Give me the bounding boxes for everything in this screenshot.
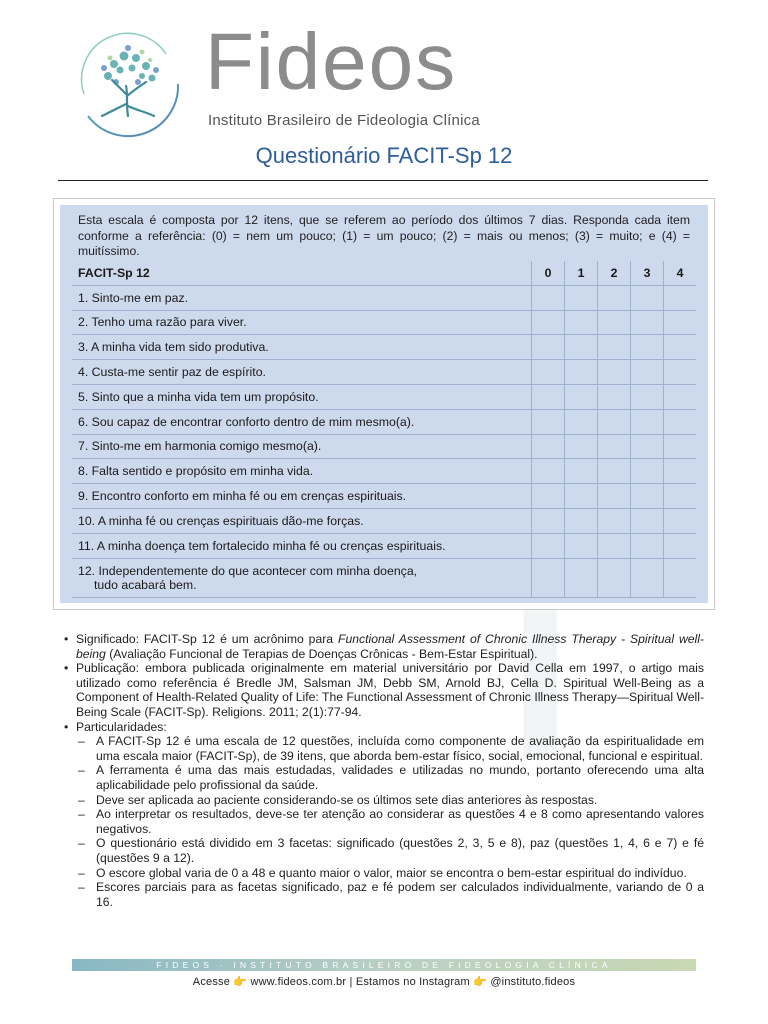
scale-header-2: 2 [598, 261, 631, 285]
item-7-text: 7. Sinto-me em harmonia comigo mesmo(a). [72, 434, 532, 459]
instagram-label: Estamos no Instagram [355, 976, 470, 988]
notes-section [64, 632, 704, 909]
answer-cell-8-3[interactable] [631, 459, 664, 484]
significado-translation: (Avaliação Funcional de Terapias de Doenças Crônicas - Bem-Estar Espiritual). [105, 646, 538, 661]
table-row-item-12 [72, 558, 696, 597]
header [0, 0, 768, 140]
title-divider [58, 180, 708, 181]
answer-cell-12-4[interactable] [664, 558, 697, 597]
item-11-text: 11. A minha doença tem fortalecido minha fé ou crenças espirituais. [72, 533, 532, 558]
table-row-item-8 [72, 459, 696, 484]
table-row-item-7 [72, 434, 696, 459]
answer-cell-1-3[interactable] [631, 285, 664, 310]
scale-header-0: 0 [532, 261, 565, 285]
answer-cell-5-1[interactable] [565, 384, 598, 409]
answer-cell-10-4[interactable] [664, 508, 697, 533]
answer-cell-11-4[interactable] [664, 533, 697, 558]
brand-name: Fideos [205, 17, 458, 106]
answer-cell-1-1[interactable] [565, 285, 598, 310]
item-2-text: 2. Tenho uma razão para viver. [72, 310, 532, 335]
answer-cell-11-3[interactable] [631, 533, 664, 558]
answer-cell-3-2[interactable] [598, 335, 631, 360]
answer-cell-9-3[interactable] [631, 484, 664, 509]
item-12-text [72, 558, 532, 597]
answer-cell-9-0[interactable] [532, 484, 565, 509]
pointing-hand-icon: 👉 [473, 976, 488, 988]
item-6-text: 6. Sou capaz de encontrar conforto dentro de mim mesmo(a). [72, 409, 532, 434]
answer-cell-12-1[interactable] [565, 558, 598, 597]
table-row-item-6 [72, 409, 696, 434]
bullet-particularidades: • Particularidades: [64, 719, 167, 734]
answer-cell-8-4[interactable] [664, 459, 697, 484]
pointing-hand-icon: 👉 [233, 976, 248, 988]
answer-cell-12-0[interactable] [532, 558, 565, 597]
scale-header-3: 3 [631, 261, 664, 285]
scale-header-4: 4 [664, 261, 697, 285]
brand-subtitle: Instituto Brasileiro de Fideologia Clínica [208, 112, 480, 129]
answer-cell-8-0[interactable] [532, 459, 565, 484]
answer-cell-7-1[interactable] [565, 434, 598, 459]
answer-cell-3-1[interactable] [565, 335, 598, 360]
answer-cell-7-2[interactable] [598, 434, 631, 459]
answer-cell-5-2[interactable] [598, 384, 631, 409]
table-row-item-2 [72, 310, 696, 335]
item-4-text: 4. Custa-me sentir paz de espírito. [72, 360, 532, 385]
answer-cell-6-0[interactable] [532, 409, 565, 434]
significado-acronym: Functional Assessment of Chronic Illness Therapy - Spiritual well-being [76, 632, 704, 661]
answer-cell-9-4[interactable] [664, 484, 697, 509]
intro-text: Esta escala é composta por 12 itens, que se referem ao período dos últimos 7 dias. Responda cada item conforme a referência: (0) = nem um pouco; (1) = um pouco; (2) = mais ou menos; (3) = muito; e (4) = muitíssimo. [78, 213, 690, 258]
answer-cell-2-0[interactable] [532, 310, 565, 335]
answer-cell-4-4[interactable] [664, 360, 697, 385]
table-row-item-11 [72, 533, 696, 558]
particularidade-text: Escores parciais para as facetas significado, paz e fé podem ser calculados individualmente, variando de 0 a 16. [96, 880, 704, 909]
answer-cell-4-0[interactable] [532, 360, 565, 385]
table-row-item-5 [72, 384, 696, 409]
footer-band: FIDEOS · INSTITUTO BRASILEIRO DE FIDEOLOGIA CLÍNICA [72, 959, 696, 971]
particularidade-text: A FACIT-Sp 12 é uma escala de 12 questões, incluída como componente de avaliação da espiritualidade em uma escala maior (FACIT-Sp), de 39 itens, que aborda bem-estar físico, social, emocional, funcional e espiritual. [96, 734, 704, 763]
significado-text: Significado: FACIT-Sp 12 é um acrônimo para [76, 632, 338, 646]
publicacao-text: Publicação: embora publicada originalmente em material universitário por David Cella em 1997, o artigo mais utilizado como referência é Bredle JM, Salsman JM, Debb SM, Arnold BJ, Cella D. Spiritual Well-Being as a Component of Health-Related Quality of Life: The Functional Assessment of Chronic Illness Therapy—Spiritual Well-Being Scale (FACIT-Sp). Religions. 2011; 2(1):77-94. [76, 661, 704, 719]
answer-cell-5-0[interactable] [532, 384, 565, 409]
particularidades-list [64, 734, 704, 909]
tree-logo-icon [66, 24, 190, 148]
particularidade-item: – Deve ser aplicada ao paciente considerando-se os últimos sete dias anteriores às respostas. [78, 792, 598, 807]
answer-cell-5-4[interactable] [664, 384, 697, 409]
answer-cell-5-3[interactable] [631, 384, 664, 409]
answer-cell-7-0[interactable] [532, 434, 565, 459]
table-row-item-10 [72, 508, 696, 533]
bullet-significado: • Significado: FACIT-Sp 12 é um acrônimo para Functional Assessment of Chronic Illness Therapy - Spiritual well-being (Avaliação Funcional de Terapias de Doenças Crônicas - Bem-Estar Espiritual). [64, 632, 704, 661]
website-link[interactable]: www.fideos.com.br [250, 976, 347, 988]
answer-cell-11-0[interactable] [532, 533, 565, 558]
item-12-line2: tudo acabará bem. [94, 577, 197, 592]
answer-cell-12-3[interactable] [631, 558, 664, 597]
questionnaire-box [53, 198, 715, 610]
answer-cell-10-0[interactable] [532, 508, 565, 533]
table-row-item-1 [72, 285, 696, 310]
answer-cell-9-2[interactable] [598, 484, 631, 509]
facit-table [72, 261, 696, 598]
table-row-item-4 [72, 360, 696, 385]
answer-cell-2-4[interactable] [664, 310, 697, 335]
answer-cell-2-3[interactable] [631, 310, 664, 335]
answer-cell-10-2[interactable] [598, 508, 631, 533]
answer-cell-3-3[interactable] [631, 335, 664, 360]
answer-cell-10-3[interactable] [631, 508, 664, 533]
particularidade-item: – O escore global varia de 0 a 48 e quanto maior o valor, maior se encontra o bem-estar espiritual do indivíduo. [78, 865, 687, 880]
answer-cell-4-1[interactable] [565, 360, 598, 385]
page-title: Questionário FACIT-Sp 12 [255, 143, 513, 168]
table-header-row [72, 261, 696, 285]
particularidade-text: Deve ser aplicada ao paciente considerando-se os últimos sete dias anteriores às respostas. [96, 792, 598, 807]
particularidade-item: – Escores parciais para as facetas significado, paz e fé podem ser calculados individualmente, variando de 0 a 16. [78, 880, 704, 909]
answer-cell-6-4[interactable] [664, 409, 697, 434]
particularidade-text: O questionário está dividido em 3 facetas: significado (questões 2, 3, 5 e 8), paz (questões 1, 4, 6 e 7) e fé (questões 9 a 12). [96, 836, 704, 865]
answer-cell-11-1[interactable] [565, 533, 598, 558]
answer-cell-7-3[interactable] [631, 434, 664, 459]
particularidade-item: – A ferramenta é uma das mais estudadas, validades e utilizadas no mundo, portanto oferecendo uma alta aplicabilidade pelo profissional da saúde. [78, 763, 704, 792]
answer-cell-7-4[interactable] [664, 434, 697, 459]
table-header-title: FACIT-Sp 12 [72, 261, 532, 285]
particularidade-text: O escore global varia de 0 a 48 e quanto maior o valor, maior se encontra o bem-estar espiritual do indivíduo. [96, 865, 687, 880]
scale-header-1: 1 [565, 261, 598, 285]
answer-cell-2-2[interactable] [598, 310, 631, 335]
item-8-text: 8. Falta sentido e propósito em minha vida. [72, 459, 532, 484]
particularidade-item: – Ao interpretar os resultados, deve-se ter atenção ao considerar as questões 4 e 8 como apresentando valores negativos. [78, 807, 704, 836]
particularidade-text: A ferramenta é uma das mais estudadas, validades e utilizadas no mundo, portanto oferecendo uma alta aplicabilidade pelo profissional da saúde. [96, 763, 704, 792]
particularidade-item: – O questionário está dividido em 3 facetas: significado (questões 2, 3, 5 e 8), paz (questões 1, 4, 6 e 7) e fé (questões 9 a 12). [78, 836, 704, 865]
answer-cell-8-2[interactable] [598, 459, 631, 484]
answer-cell-8-1[interactable] [565, 459, 598, 484]
item-3-text: 3. A minha vida tem sido produtiva. [72, 335, 532, 360]
answer-cell-6-3[interactable] [631, 409, 664, 434]
answer-cell-1-0[interactable] [532, 285, 565, 310]
answer-cell-1-4[interactable] [664, 285, 697, 310]
answer-cell-1-2[interactable] [598, 285, 631, 310]
table-row-item-9 [72, 484, 696, 509]
answer-cell-12-2[interactable] [598, 558, 631, 597]
questionnaire-panel [60, 205, 708, 603]
footer-contact [0, 975, 768, 988]
item-5-text: 5. Sinto que a minha vida tem um propósito. [72, 384, 532, 409]
item-9-text: 9. Encontro conforto em minha fé ou em crenças espirituais. [72, 484, 532, 509]
item-10-text: 10. A minha fé ou crenças espirituais dão-me forças. [72, 508, 532, 533]
particularidade-item: – A FACIT-Sp 12 é uma escala de 12 questões, incluída como componente de avaliação da espiritualidade em uma escala maior (FACIT-Sp), de 39 itens, que aborda bem-estar físico, social, emocional, funcional e espiritual. [78, 734, 704, 763]
table-row-item-3 [72, 335, 696, 360]
answer-cell-11-2[interactable] [598, 533, 631, 558]
answer-cell-9-1[interactable] [565, 484, 598, 509]
answer-cell-6-1[interactable] [565, 409, 598, 434]
particularidade-text: Ao interpretar os resultados, deve-se ter atenção ao considerar as questões 4 e 8 como apresentando valores negativos. [96, 807, 704, 836]
answer-cell-10-1[interactable] [565, 508, 598, 533]
answer-cell-6-2[interactable] [598, 409, 631, 434]
acesse-label: Acesse [192, 976, 231, 988]
answer-cell-3-0[interactable] [532, 335, 565, 360]
answer-cell-2-1[interactable] [565, 310, 598, 335]
item-12-line1: 12. Independentemente do que acontecer com minha doença, [78, 563, 418, 578]
instagram-handle-link[interactable]: @instituto.fideos [490, 976, 576, 988]
bullet-publicacao: • Publicação: embora publicada originalmente em material universitário por David Cella em 1997, o artigo mais utilizado como referência é Bredle JM, Salsman JM, Debb SM, Arnold BJ, Cella D. Spiritual Well-Being as a Component of Health-Related Quality of Life: The Functional Assessment of Chronic Illness Therapy—Spiritual Well-Being Scale (FACIT-Sp). Religions. 2011; 2(1):77-94. [64, 661, 704, 719]
footer-separator: | [349, 976, 353, 988]
item-1-text: 1. Sinto-me em paz. [72, 285, 532, 310]
particularidades-label: Particularidades: [76, 719, 167, 734]
answer-cell-3-4[interactable] [664, 335, 697, 360]
answer-cell-4-2[interactable] [598, 360, 631, 385]
answer-cell-4-3[interactable] [631, 360, 664, 385]
